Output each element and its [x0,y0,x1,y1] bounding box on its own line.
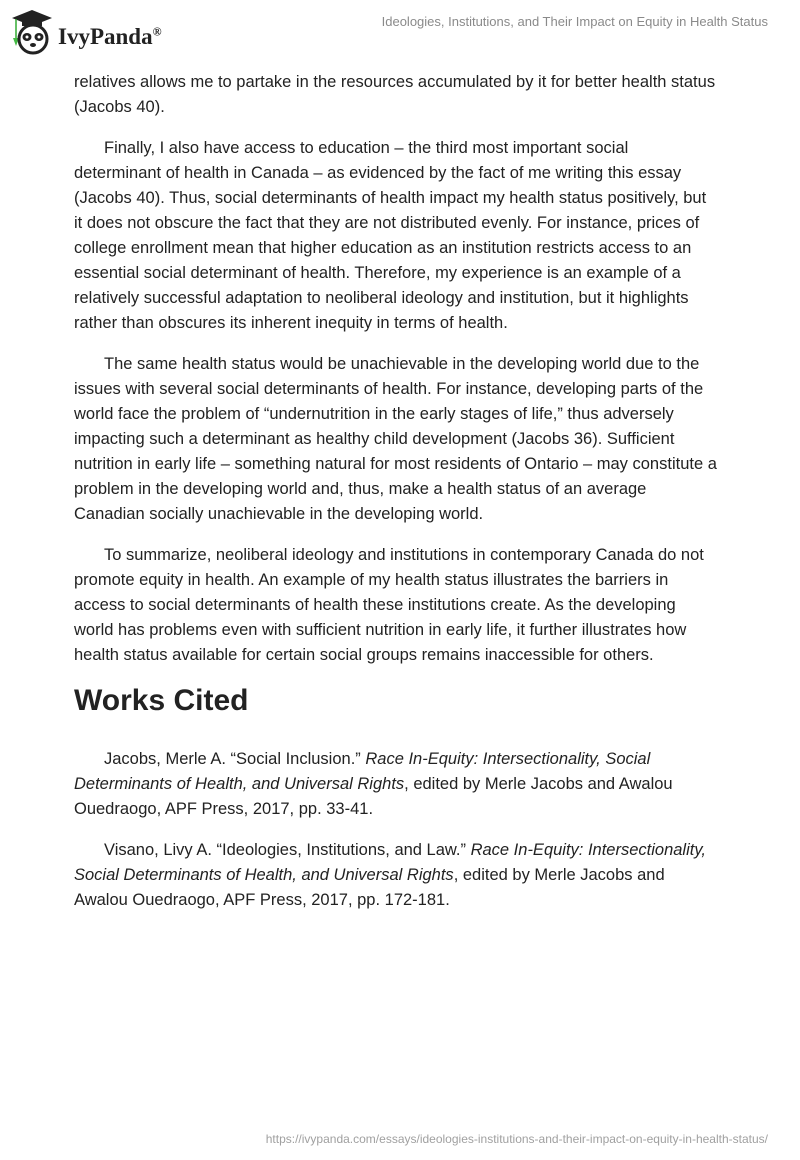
text-line: access to social determinants of health these institutions create. As the developing [74,596,676,614]
citation-title: Race In-Equity: Intersectionality, [470,841,706,859]
text-line [74,747,706,772]
ivypanda-logo[interactable] [10,8,162,56]
text-line: To summarize, neoliberal ideology and institutions in contemporary Canada do not [104,546,704,564]
text-line: relatives allows me to partake in the resources accumulated by it for better health status [74,73,716,91]
text-line: nutrition in early life – something natural for most residents of Ontario – may constitute a [74,455,717,473]
essay-body [74,70,754,684]
citation-title: Determinants of Health, and Universal Rights [74,775,405,793]
text-line: Ouedraogo, APF Press, 2017, pp. 33-41. [74,800,374,818]
citation-text: Visano, Livy A. “Ideologies, Institutions, and Law.” [104,841,471,859]
text-line [74,772,706,797]
text-line: The same health status would be unachievable in the developing world due to the [104,355,700,373]
document-title: Ideologies, Institutions, and Their Impact on Equity in Health Status [381,14,768,29]
text-line: essential social determinant of health. Therefore, my experience is an example of a [74,264,681,282]
paragraph [74,70,754,120]
text-line: world face the problem of “undernutrition in the early stages of life,” thus adversely [74,405,674,423]
text-line: promote equity in health. An example of my health status illustrates the barriers in [74,571,669,589]
citation-title: Race In-Equity: Intersectionality, Social [365,750,651,768]
paragraph [74,543,754,668]
text-line: (Jacobs 40). Thus, social determinants of health impact my health status positively, but [74,189,707,207]
text-line [74,863,706,888]
citation [74,838,706,913]
text-line: Awalou Ouedraogo, APF Press, 2017, pp. 172-181. [74,891,450,909]
panda-logo-icon [10,8,54,56]
text-line: Finally, I also have access to education – the third most important social [104,139,629,157]
text-line: Canadian socially unachievable in the developing world. [74,505,484,523]
source-url[interactable]: https://ivypanda.com/essays/ideologies-institutions-and-their-impact-on-equity-in-health-status/ [265,1132,768,1146]
citation [74,747,706,822]
brand-name [58,24,162,50]
text-line: relatively successful adaptation to neoliberal ideology and institution, but it highlights [74,289,689,307]
brand-text: IvyPanda [58,24,153,49]
text-line: it does not obscure the fact that they are not distributed evenly. For instance, prices of [74,214,700,232]
text-line: health status available for certain social groups remains inaccessible for others. [74,646,654,664]
citation-text: Jacobs, Merle A. “Social Inclusion.” [104,750,366,768]
text-line [74,838,706,863]
citation-text: , edited by Merle Jacobs and [453,866,665,884]
text-line: determinant of health in Canada – as evidenced by the fact of me writing this essay [74,164,682,182]
paragraph [74,352,754,527]
text-line: (Jacobs 40). [74,98,165,116]
text-line: problem in the developing world and, thus, make a health status of an average [74,480,647,498]
citation-title: Social Determinants of Health, and Universal Rights [74,866,454,884]
works-cited-list [74,747,706,929]
text-line: rather than obscures its inherent inequity in terms of health. [74,314,508,332]
works-cited-heading: Works Cited [74,684,249,717]
text-line: impacting such a determinant as healthy child development (Jacobs 36). Sufficient [74,430,675,448]
text-line: issues with several social determinants of health. For instance, developing parts of the [74,380,704,398]
registered-mark: ® [152,24,162,39]
text-line: world has problems even with sufficient nutrition in early life, it further illustrates how [74,621,687,639]
citation-text: , edited by Merle Jacobs and Awalou [404,775,673,793]
paragraph [74,136,754,336]
text-line: college enrollment mean that higher education as an institution restricts access to an [74,239,692,257]
